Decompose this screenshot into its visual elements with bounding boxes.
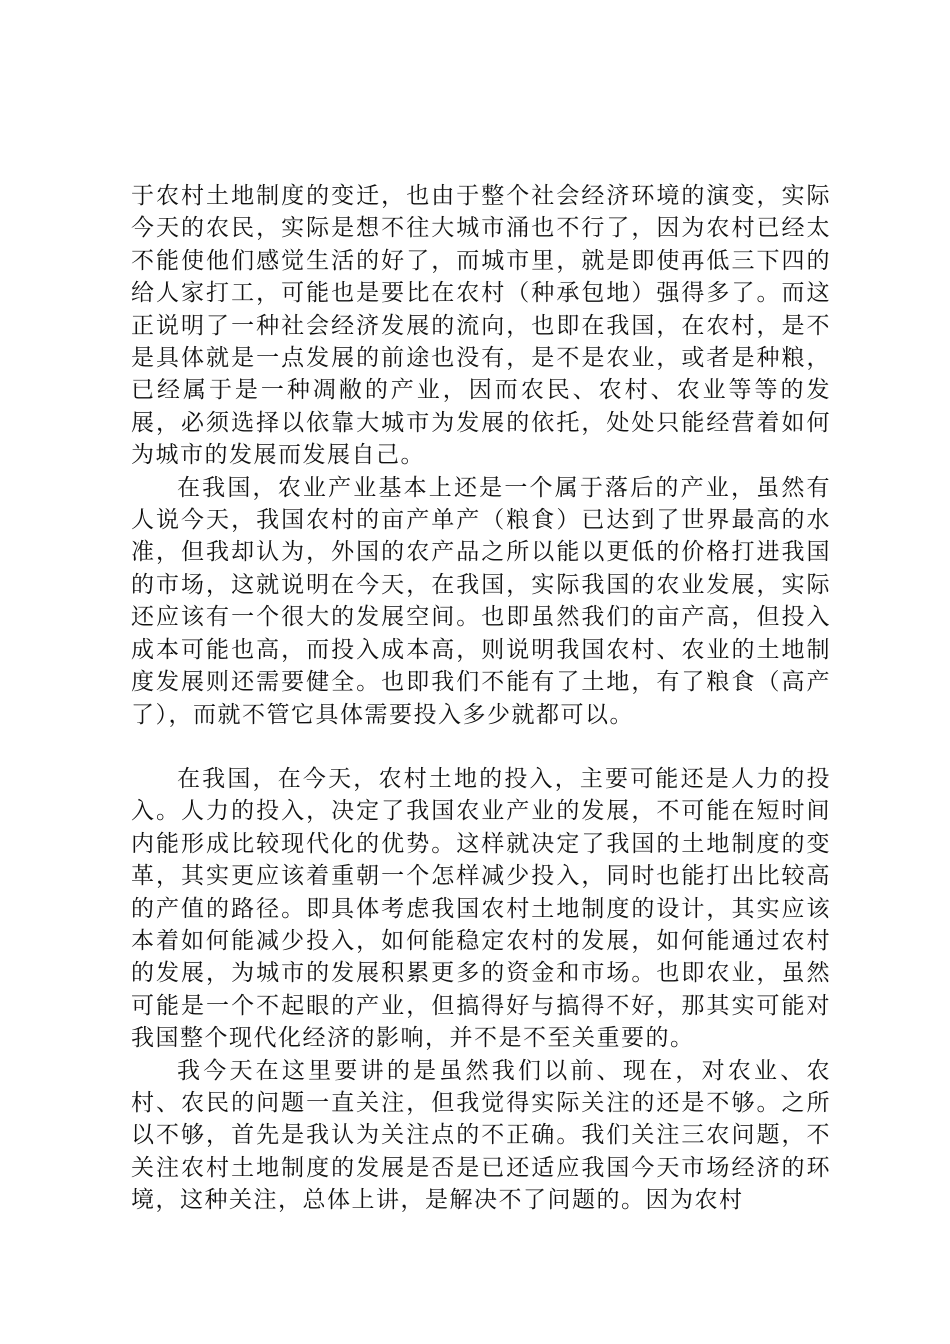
body-text [131, 180, 831, 1217]
paragraph-3: 在我国，在今天，农村土地的投入，主要可能还是人力的投入。人力的投入，决定了我国农业产业的发展，不可能在短时间内能形成比较现代化的优势。这样就决定了我国的土地制度的变革，其实更应该着重朝一个怎样减少投入，同时也能打出比较高的产值的路径。即具体考虑我国农村土地制度的设计，其实应该本着如何能减少投入，如何能稳定农村的发展，如何能通过农村的发展，为城市的发展积累更多的资金和市场。也即农业，虽然可能是一个不起眼的产业，但搞得好与搞得不好，那其实可能对我国整个现代化经济的影响，并不是不至关重要的。 [131, 765, 831, 1052]
paragraph-4: 我今天在这里要讲的是虽然我们以前、现在，对农业、农村、农民的问题一直关注，但我觉得实际关注的还是不够。之所以不够，首先是我认为关注点的不正确。我们关注三农问题，不关注农村土地制度的发展是否是已还适应我国今天市场经济的环境，这种关注，总体上讲，是解决不了问题的。因为农村 [131, 1057, 831, 1214]
paragraph-gap [131, 731, 831, 763]
paragraph-1: 于农村土地制度的变迁，也由于整个社会经济环境的演变，实际今天的农民，实际是想不往大城市涌也不行了，因为农村已经太不能使他们感觉生活的好了，而城市里，就是即使再低三下四的给人家打工，可能也是要比在农村（种承包地）强得多了。而这正说明了一种社会经济发展的流向，也即在我国，在农村，是不是具体就是一点发展的前途也没有，是不是农业，或者是种粮，已经属于是一种凋敝的产业，因而农民、农村、农业等等的发展，必须选择以依靠大城市为发展的依托，处处只能经营着如何为城市的发展而发展自己。 [131, 183, 831, 469]
paragraph-2: 在我国，农业产业基本上还是一个属于落后的产业，虽然有人说今天，我国农村的亩产单产（粮食）已达到了世界最高的水准，但我却认为，外国的农产品之所以能以更低的价格打进我国的市场，这就说明在今天，在我国，实际我国的农业发展，实际还应该有一个很大的发展空间。也即虽然我们的亩产高，但投入成本可能也高，而投入成本高，则说明我国农村、农业的土地制度发展则还需要健全。也即我们不能有了土地，有了粮食（高产了），而就不管它具体需要投入多少就都可以。 [131, 474, 831, 728]
